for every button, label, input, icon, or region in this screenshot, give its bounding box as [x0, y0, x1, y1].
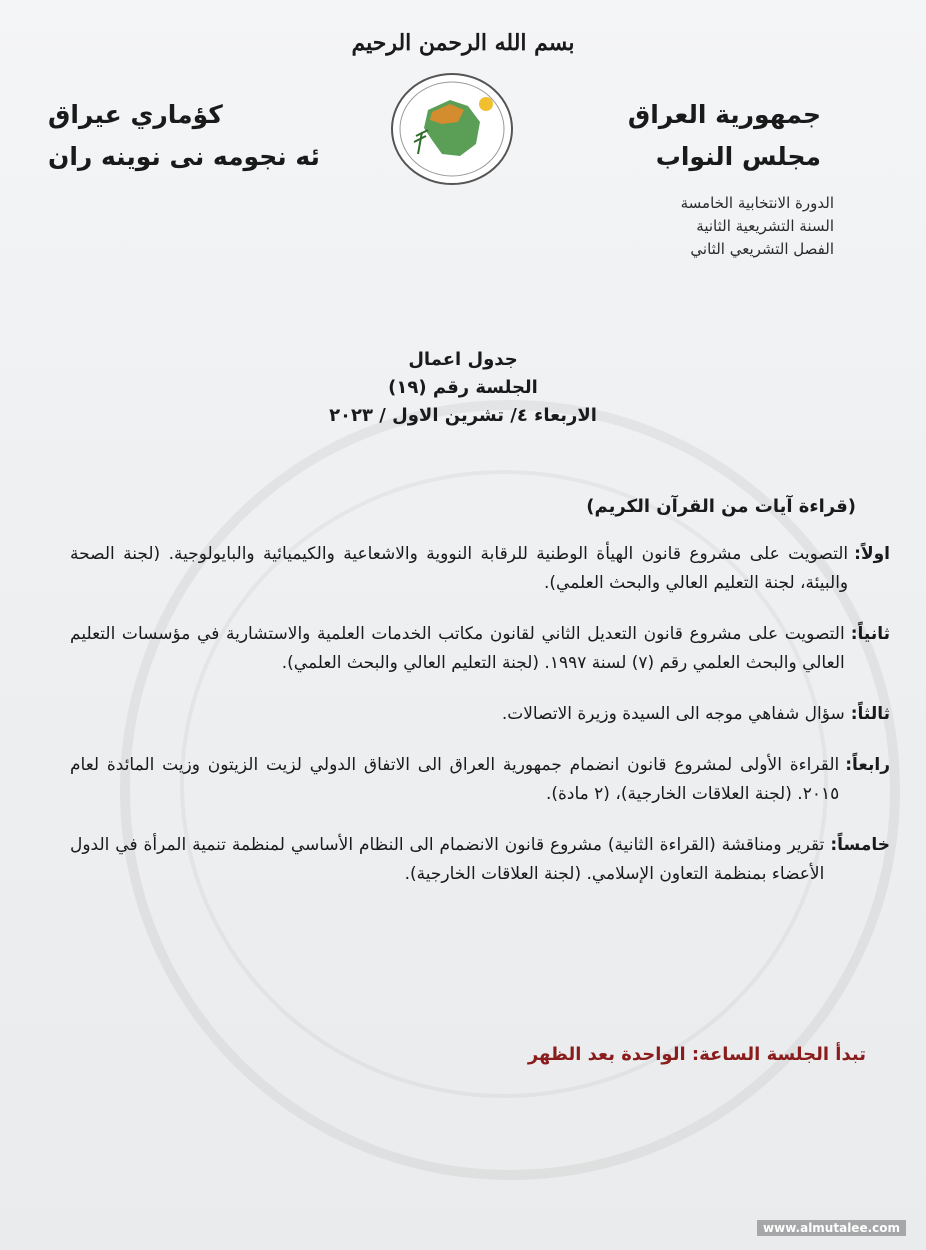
agenda-items — [70, 540, 890, 911]
kurdish-letterhead — [48, 94, 320, 178]
item-label: رابعاً: — [845, 755, 890, 775]
electoral-cycle: الدورة الانتخابية الخامسة — [680, 194, 834, 212]
org-line-republic: جمهورية العراق — [627, 100, 821, 129]
source-site-watermark: www.almutalee.com — [757, 1220, 906, 1236]
agenda-item — [70, 700, 890, 729]
arabic-letterhead — [628, 94, 821, 178]
item-label: اولاً: — [854, 544, 890, 564]
agenda-item — [70, 540, 890, 598]
item-text: التصويت على مشروع قانون التعديل الثاني لقانون مكاتب الخدمات العلمية والاستشارية في مؤسسات التعليم العالي والبحث العلمي رقم (٧) لسنة ١٩٩٧. (لجنة التعليم العالي والبحث العلمي). — [70, 624, 845, 673]
legislative-year: السنة التشريعية الثانية — [696, 217, 834, 235]
item-label: ثانياً: — [850, 624, 890, 644]
item-label: ثالثاً: — [850, 704, 890, 724]
item-label: خامساً: — [830, 835, 890, 855]
agenda-item — [70, 620, 890, 678]
agenda-header — [0, 346, 926, 430]
parliament-logo — [388, 70, 516, 188]
item-text: سؤال شفاهي موجه الى السيدة وزيرة الاتصالات. — [501, 704, 845, 724]
item-text: التصويت على مشروع قانون الهيأة الوطنية للرقابة النووية والاشعاعية والكيميائية والبايولوجية. (لجنة الصحة والبيئة، لجنة التعليم العالي والبحث العلمي). — [70, 544, 849, 593]
session-date: الاربعاء ٤/ تشرين الاول / ٢٠٢٣ — [329, 405, 597, 426]
legislative-term: الفصل التشريعي الثاني — [690, 240, 834, 258]
agenda-title: جدول اعمال — [408, 349, 518, 370]
org-line-parliament: مجلس النواب — [655, 142, 821, 171]
session-number: الجلسة رقم (١٩) — [388, 377, 538, 398]
opening-recitation: (قراءة آيات من القرآن الكريم) — [586, 496, 856, 517]
basmala: بسم الله الرحمن الرحيم — [351, 30, 575, 56]
item-text: القراءة الأولى لمشروع قانون انضمام جمهورية العراق الى الاتفاق الدولي لزيت الزيتون وزيت المائدة لعام ٢٠١٥. (لجنة العلاقات الخارجية)، (٢ مادة). — [70, 755, 840, 804]
agenda-item — [70, 831, 890, 889]
session-start-time: تبدأ الجلسة الساعة: الواحدة بعد الظهر — [527, 1044, 866, 1065]
agenda-item — [70, 751, 890, 809]
org-line-kurdish-republic: كؤماري عيراق — [48, 100, 223, 129]
session-info — [681, 192, 834, 261]
org-line-kurdish-parliament: ئه نجومه نى نوينه ران — [48, 142, 320, 171]
item-text: تقرير ومناقشة (القراءة الثانية) مشروع قانون الانضمام الى النظام الأساسي لمنظمة تنمية المرأة في الدول الأعضاء بمنظمة التعاون الإسلامي. (لجنة العلاقات الخارجية). — [70, 835, 825, 884]
